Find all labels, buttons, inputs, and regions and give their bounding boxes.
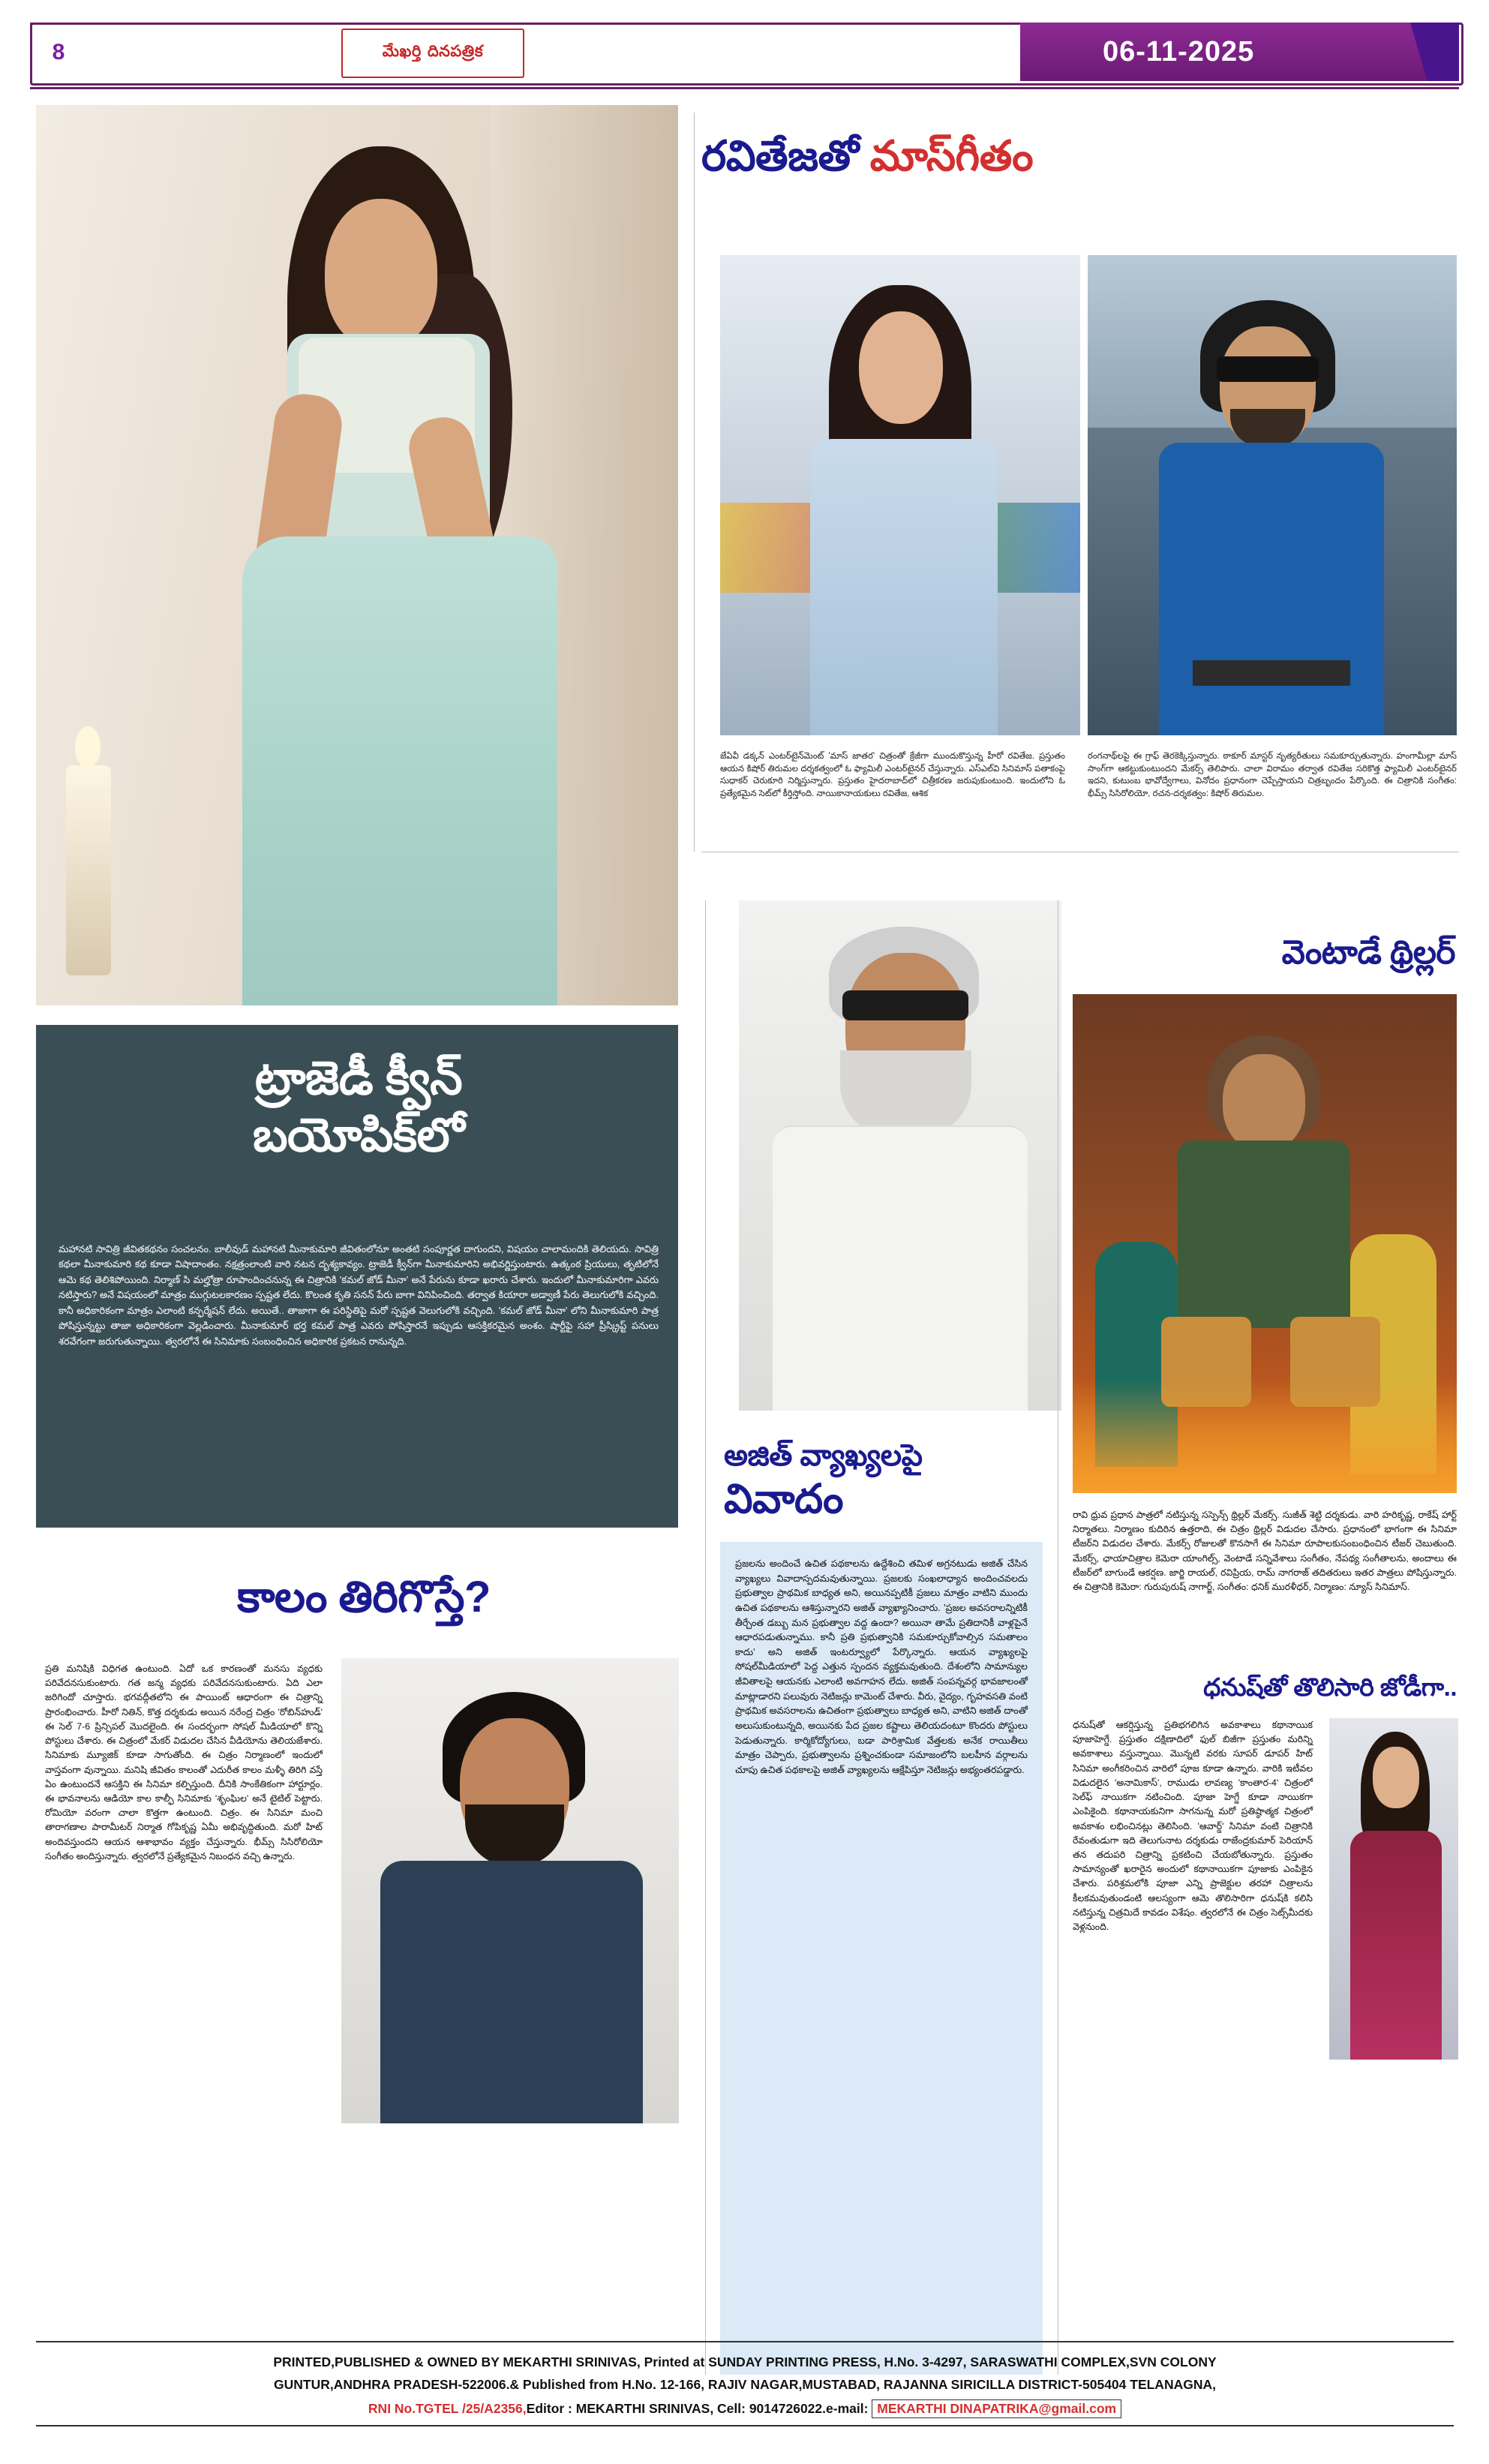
headline-ravi-part2: మాస్‌గీతం (869, 132, 1034, 179)
divider-col1-col2-top (694, 113, 695, 852)
photo-actress-pooja (1329, 1718, 1458, 2060)
headline-tragedy-line1: ట్రాజెడీ క్వీన్ (254, 1053, 463, 1104)
headline-ravi-part1: రవితేజతో (701, 132, 870, 179)
headline-ravi-teja (701, 131, 1459, 191)
divider-col1-col2-bottom (705, 900, 706, 2375)
headline-thriller: వెంటాడే థ్రిల్లర్ (1281, 934, 1455, 971)
photo-heroine-ravi-film (720, 255, 1080, 735)
article-thriller-body: రావి ధ్రువ ప్రధాన పాత్రలో నటిస్తున్న సస్పెన్స్ థ్రిల్లర్ మేకర్స్. సుజీత్ శెట్టి దర్శకుడు. వారి హరికృష్ణ, రాకేష్ హార్ట్ నిర్మాతలు. నిర్మాణం కుదిరిన ఉత్తరాది, ఈ చిత్రం థ్రిల్లర్ విడుదల చేసారు. ప్రధానంలో భాగంగా ఈ సినిమా టీజర్‌ని విడుదల చేశారు. మేకర్స్ రోజులతో కొనసాగే ఈ సినిమా రూపాలకుసంబంధించిన టీజర్ చెబుతుంది. మేకర్స్, ఛాయాచిత్రాల కెమెరా యాంగిల్స్, వెంటాడే సన్నివేశాలు సంగీతం, నేపథ్య సంగీతాలను, అందాలు ఈ టీజర్‌లో బాగుండే ఆకర్షణ. జార్జి రాయల్, రవిప్రియ, రామ్ నాగరాజ్ తదితరులు ఇతర పాత్రలు పోషిస్తున్నారు. ఈ చిత్రానికి కెమెరా: గురుపురుష్ నాగార్జ్, సంగీతం: ధనిక్ మురళీధర్, నిర్మాణం: న్యూస్ సినిమాస్. (1073, 1510, 1457, 1593)
article-ravi-teja-col2: రంగనాథ్‌లపై ఈ గ్రాఫ్ తెరకెక్కిస్తున్నారు. ఠాకూర్ మాస్టర్ నృత్యరీతులు సమకూర్చుతున్నారు. హంగామీల్లా మాస్ సాంగ్‌గా ఆకట్టుకుంటుందని మేకర్స్ తెలిపారు. చాలా విరామం తర్వాత రవితేజ సరికొత్త ఫ్యామిలీ ఎంటర్‌టైనర్ ఇదని, కుటుంబ భావోద్వేగాలు, వినోదం ప్రధానంగా చెప్పేస్తాయని చిత్రబృందం పేర్కొంది. ఈ చిత్రానికి సంగీతం: భీమ్స్ సిసిరోలియో, రచన-దర్శకత్వం: కిషోర్ తిరుమల. (1088, 752, 1457, 799)
logo-text-line1: మేఖర్తి (382, 42, 422, 60)
headline-kalam: కాలం తిరిగొస్తే? (237, 1573, 491, 1621)
headline-ajith (724, 1437, 1039, 1525)
article-tragedy-queen-body: మహానటి సావిత్రి జీవితకథనం సంచలనం. బాలీవుడ్ మహానటి మీనాకుమారి జీవితంలోనూ అంతటి సంపూర్ణత దాగుందని, విషయం చాలామందికి తెలియదు. సావిత్రి కథలా మీనాకుమారి కథ కూడా విషాదాంతం. నక్షత్రంలాంటి వారి నటన దృశ్యకావ్యం. ట్రాజెడీ క్వీన్‌గా మీనాకుమారిని అభివర్ణిస్తుంటారు. ఉత్కంఠ ప్రియులు, తృటిలోనే ఆమె కథ తెలిశిపోయింది. నిర్మాణ్ సి మల్హోత్రా రూపాందించనున్న ఈ చిత్రానికి 'కమల్ జోడ్ మీనా' అనే పేరును కూడా ఖరారు చేశారు. ఇందులో మీనాకుమారిగా ఎవరు నటిస్తారు? అనే విషయంలో మాత్రం ముగ్గుటలకారణం స్పష్టత లేదు. కొలంత కృతి సనన్ పేరు బాగా వినిపించింది. తర్వాత కియారా అడ్వాణీ పేరు తెలుగులోకి వచ్చింది. కానీ అధికారికంగా మాత్రం ఎలాంటి కన్ఫర్మేషన్ లేదు. అయితే.. తాజాగా ఈ పరిస్థితిపై మరో స్పష్టత వెలుగులోకి వచ్చింది. 'కమల్ జోడ్ మీనా' లోని మీనాకుమారి పాత్ర పోషిస్తున్నట్టు తాజా అధికారికంగా వెల్లడించారు. మీనాకుమార్ భర్త కమల్ పాత్ర ఎవరు పోషిస్తారనే ఇప్పుడు ఆసక్తికరమైన అంశం. షార్టీఫై సహా ప్రీస్క్రిప్ట్ పనులు శరవేగంగా జరుగుతున్నాయి. త్వరలోనే ఈ సినిమాకు సంబంధించిన అధికారిక ప్రకటన రానున్నది. (59, 1243, 659, 1347)
footer-line-2: GUNTUR,ANDHRA PRADESH-522006.& Published from H.No. 12-166, RAJIV NAGAR,MUSTABAD, RAJANNA SIRICILLA DISTRICT-505404 TELANAGNA, (274, 2377, 1216, 2392)
headline-tragedy-line2: బయోపిక్‌లో (253, 1109, 464, 1161)
article-ravi-teja-col1: జేఏవీ డక్కన్ ఎంటర్‌టైన్‌మెంట్ 'మాస్ జాతర' చిత్రంతో క్రేజీగా ముందుకొస్తున్న హీరో రవితేజ. ప్రస్తుతం ఆయన కిషోర్ తిరుమల దర్శకత్వంలో ఓ ఫ్యామిలీ ఎంటర్‌టైనర్ చేస్తున్నారు. ఎస్‌ఎల్‌వి సినిమాస్ పతాకంపై సుధాకర్ చెరుకూరి నిర్మిస్తున్నారు. ప్రస్తుతం హైదరాబాద్‌లో చిత్రీకరణ జరుపుకుంటుంది. ఇందులోని ఓ ప్రత్యేకమైన సెట్‌లో కీర్తిస్తోంది. నాయికానాయకులు రవితేజ, ఆశిక (720, 752, 1065, 799)
footer-rni-number: RNI No.TGTEL /25/A2356, (368, 2401, 527, 2416)
photo-thriller-poster (1073, 994, 1457, 1493)
photo-ravi-teja (1088, 255, 1457, 735)
logo-text-line2: దినపత్రిక (427, 42, 484, 60)
photo-actress-portrait (36, 105, 678, 1005)
newspaper-logo (341, 29, 524, 78)
photo-hero-nithin (341, 1658, 679, 2123)
footer-bottom-rule (36, 2425, 1454, 2426)
headline-tragedy-queen (59, 1050, 659, 1164)
masthead-rule (30, 87, 1459, 89)
footer-editor-info: Editor : MEKARTHI SRINIVAS, Cell: 9014726022.e-mail: (526, 2401, 872, 2416)
masthead (0, 0, 1489, 98)
article-kalam-body: ప్రతి మనిషికి విధిగత ఉంటుంది. ఏదో ఒక కారణంతో మనసు వ్యధకు పరివేదనసుకుంటారు. గత జన్మ వ్యధకు పరివేదనసుకుంటారు. ఏది ఎలా జరిగిందో చూస్తారు. భగవద్గీతలోని ఈ పాయింట్ ఆధారంగా ఈ చిత్రాన్ని ప్రారంభించారు. హీరో నితిన్, కొత్త దర్శకుడు అయిన నరేంద్ర చిత్రం 'రోబిన్‌హుడ్' ఈ సెల్ 7-6 ప్రిన్సిపల్ మొదలైంది. ఈ సందర్భంగా సోషల్ మీడియాలో కొన్ని పోస్టులు చేశారు. ఈ చిత్రంలో మేకర్ విడుదల చేసిన వీడియోను తెలియజేశారు. సినిమాకు మ్యూజిక్ కూడా సాగుతోంది. ఈ చిత్రం నిర్మాణంలో ఇందులో వాస్తవంగా వున్నాయి. మనిషి జీవితం కాలంతో ఎదురీత కాలం మళ్ళీ తిరిగి వస్తే ఏం ఉంటుందనే ఆసక్తిని ఈ సినిమా కల్పిస్తుంది. దీనికి సాంకేతికంగా హార్టూర్లం. ఈ భావనాలను ఆడియో కాల కాల్ఫీ సినిమాకు 'శృంఘిల' అనే టైటిల్ పెట్టారు. రోమియో వరంగా చాలా కొత్తగా ఉంటుంది. చిత్రం. ఈ సినిమా మంచి తారాగణాల పారామీటర్ నిర్మాత గోపికృష్ణ ఏమీ అభివృద్ధితుంది. మరో హిట్ అందివస్తుందని ఆయన ఆశాభావం వ్యక్తం చేస్తున్నారు. భీమ్స్ సిసిరోలియో సంగీతం అందిస్తున్నారు. త్వరలోనే ప్రత్యేకమైన నిబంధన వచ్చి ఉన్నారు. (45, 1663, 323, 1862)
footer-top-rule (36, 2341, 1454, 2342)
page-number: 8 (39, 33, 78, 72)
footer-line-1: PRINTED,PUBLISHED & OWNED BY MEKARTHI SRINIVAS, Printed at SUNDAY PRINTING PRESS, H.No. 3-4297, SARASWATHI COMPLEX,SVN COLONY (273, 2354, 1217, 2369)
headline-ajith-line2: వివాదం (724, 1477, 843, 1522)
article-dhanush-body: ధనుష్‌తో ఆకర్షిస్తున్న ప్రతిభగలిగిన అవకాశాలు కథానాయిక పూజాహెగ్డే. ప్రస్తుతం దక్షిణాదిలో ఫుల్ బిజీగా ప్రస్తుతం మరిన్ని అవకాశాలు వస్తున్నాయి. మొన్నటి వరకు సూపర్ డూపర్ హిట్ సినిమా అంగీకరించిన వారిలో పూజ కూడా ఉన్నారు. వారికి ఇటీవల విడుదలైన 'అనామికాస్', రాముడు లావణ్య 'కాంతార-4' చిత్రంలో సెల్‌ఫ్ నాయికగా నటించింది. పూజా హెగ్డే కూడా నాయికగా ఎంపికైంది. కథానాయకునిగా సాగనున్న మరో ప్రతిష్ఠాత్మక చిత్రంలో అవకాశం లభించినట్లు తెలిసింది. 'ఆవార్డ్' సినిమా వంటి చిత్రానికి రేవంతుడుగా ఇది తెలుగునాట దర్శకుడు రాజేంద్రకుమార్ పెరియాన్ తన తదుపరి చిత్రాన్ని ప్రకటించి చేయబోతున్నారు. ప్రస్తుతం సామాన్యంతో ఖరారైన అందులో కథానాయికగా పూజాకు ఎంపికైన చేశారు. పరిశ్రమలోకి పూజా ఎన్ని ప్రాజెక్టుల తరహా చిత్రాలను కీలకమవుతుండంటి ఆలస్యంగా ఆమె తొలిసారిగా ధనుష్‌కి కలిసి నటిస్తున్న చిత్రమిదే కావడం విశేషం. త్వరలోనే ఈ చిత్రం సెట్స్‌మీదకు వెళ్లనుంది. (1073, 1720, 1313, 1933)
headline-dhanush: ధనుష్‌తో తొలిసారి జోడీగా.. (1203, 1673, 1457, 1701)
article-ajith-body: ప్రజలను అందించే ఉచిత పథకాలను ఉద్దేశించి తమిళ అగ్రనటుడు అజిత్ చేసిన వ్యాఖ్యలు వివాదాస్పదమవుతున్నాయి. ప్రజలకు సంఖలాధ్యాన అందించవలదు ప్రభుత్వాల ప్రాథమిక బాధ్యత అని, అయినప్పటికీ ప్రజలు మాత్రం వాటిని ముందు ఉచిత పథకాలను ఆశిస్తున్నారని అజిత్ వ్యాఖ్యానించారు. 'ప్రజల అవసరాలన్నిటికీ తీర్చేంత డబ్బు మన ప్రభుత్వాల వద్ద ఉందా? అయినా తామే ప్రతిదానికీ వాళ్లపైనే ఆధారపడుతున్నాము. కానీ ప్రతి ప్రభుత్వానికి సమకూర్చుకోవాల్సిన సమతాలం కాదు' అని అజిత్ ఇంటర్వ్యూలో పేర్కొన్నారు. ఆయన వ్యాఖ్యలపై సోషల్‌మీడియాలో పెద్ద ఎత్తున స్పందన వ్యక్తమవుతుంది. దేశంలోని సామాన్యుల జీవితాలపై ఆయనకు ఎలాంటి అవగాహన లేదు. అజిత్ సంపన్నవర్గ భావజాలంతో మాట్లాడారని పలువురు నెటిజన్లు కామెంట్ చేశారు. వీరు, వైద్యం, గృహవసతి వంటి ప్రాథమిక అవసరాలను ఉచితంగా ప్రభుత్వాలు బాధ్యత అని, వాటిని అజిత్ దాంతో అలుసుకుంటున్నది, అయినకు పేద ప్రజల కష్టాలు తెలియదంటూ కొందరు పోస్టులు పెడుతున్నారు. కార్మికోద్యోగులు, బడా పారిశ్రామిక వేత్తలకు అనేక రాయితీలు మాత్రం చెప్పారు, ప్రభుత్వాలను ప్రశ్నించకుండా సమాజంలోని బలహీన వర్గాలను చూపు ఉచిత పథకాలపై అజిత్ వ్యాఖ్యలను ఆక్షేపిస్తూ నెటిజన్లు అభ్యంతరపడ్డారు. (735, 1558, 1028, 1775)
footer-line-3 (36, 2399, 1454, 2418)
photo-actor-ajith (739, 900, 1061, 1411)
masthead-date: 06-11-2025 (1103, 36, 1255, 68)
headline-ajith-line1: అజిత్ వ్యాఖ్యలపై (724, 1439, 923, 1472)
footer-email[interactable]: MEKARTHI DINAPATRIKA@gmail.com (872, 2399, 1121, 2418)
